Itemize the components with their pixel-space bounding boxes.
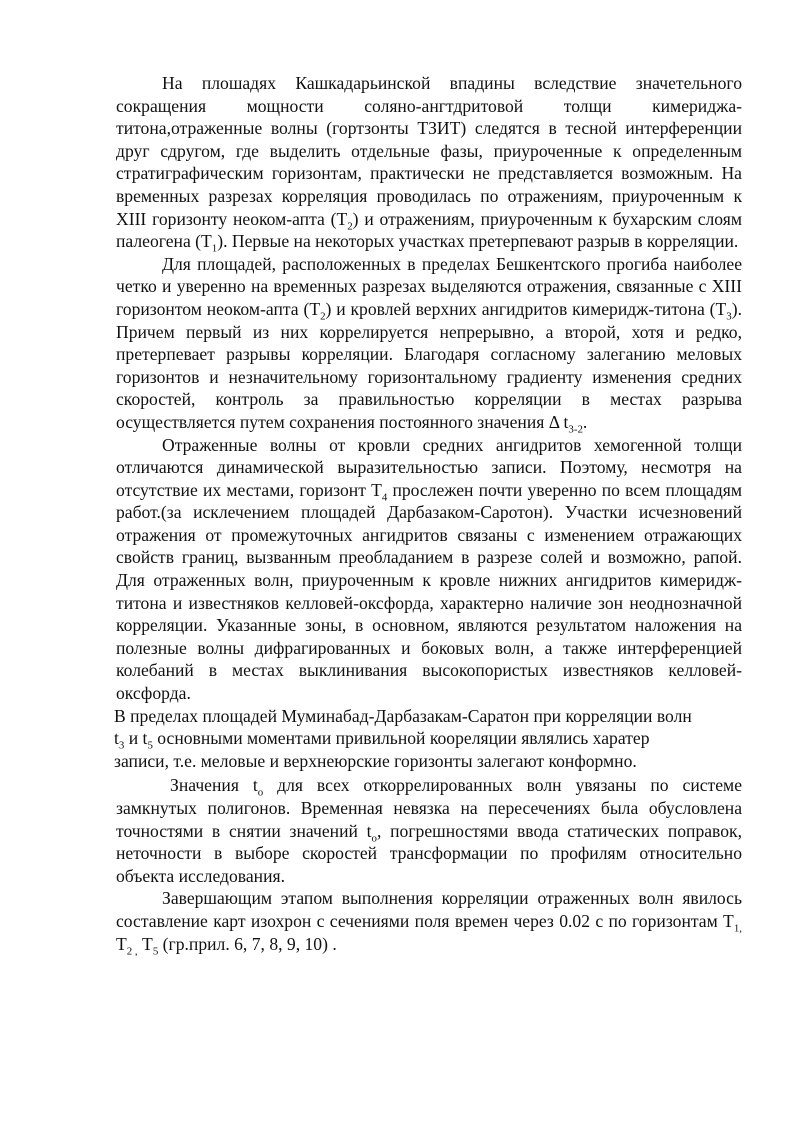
subscript: 2 , bbox=[126, 945, 138, 958]
subscript: 3 bbox=[726, 310, 732, 323]
paragraph-text: Значения t bbox=[170, 775, 258, 796]
paragraph-text: На плошадях Кашкадарьинской впадины вследствие значетельного сокращения мощности соляно-ангтдритовой толщи кимериджа-титона,отраженные волны (гортзонты ТЗИТ) следятся в тесной интерференции друг сдругом, где выделить отдельные фазы, приуроченные к определенным стратиграфическим горизонтам, практически не представляется возможным. На временных разрезах корреляция проводилась по отражениям, приуроченным к XIII горизонту неоком-апта (Т bbox=[116, 73, 742, 229]
subscript: 2 bbox=[320, 310, 326, 323]
paragraph-6 bbox=[116, 887, 742, 958]
paragraph-text: прослежен почти уверенно по всем площадям работ.(за исклечением площадей Дарбазаком-Саротон). Участки исчезновений отражения от промежуточных ангидритов связаны с изменением отражающих свойств границ, вызванным преобладанием в разрезе солей и возможно, рапой. Для отраженных волн, приуроченным к кровле нижних ангидритов кимеридж-титона и известняков келловей-оксфорда, характерно наличие зон неоднозначной корреляции. Указанные зоны, в основном, являются результатом наложения на полезные волны дифрагированных и боковых волн, а также интерференцией колебаний в местах выклинивания высокопористых известняков келловей-оксфорда. bbox=[116, 479, 742, 704]
paragraph-3 bbox=[116, 434, 742, 705]
document-body bbox=[114, 72, 742, 958]
paragraph-text: В пределах площадей Муминабад-Дарбазакам-Саратон при корреляции волн bbox=[114, 705, 692, 726]
subscript: 5 bbox=[152, 945, 159, 958]
subscript: 5 bbox=[147, 739, 153, 752]
subscript: o bbox=[257, 786, 264, 799]
paragraph-text: записи, т.е. меловые и верхнеюрские горизонты залегают конформно. bbox=[114, 750, 637, 771]
subscript: 3-2 bbox=[568, 423, 583, 436]
subscript: 3 bbox=[118, 739, 125, 752]
paragraph-text: t bbox=[114, 728, 119, 749]
subscript: 2 bbox=[347, 220, 353, 233]
paragraph-text: . bbox=[582, 411, 588, 432]
paragraph-text: для всех откоррелированных волн увязаны по системе замкнутых полигонов. Временная невязка на пересечениях была обусловлена точностями в снятии значений t bbox=[116, 775, 742, 841]
paragraph-4 bbox=[114, 705, 742, 773]
paragraph-text: Завершающим этапом выполнения корреляции отраженных волн явилось составление карт изохрон с сечениями поля времен через 0.02 с по горизонтам Т bbox=[116, 888, 742, 931]
paragraph-text: Т bbox=[116, 933, 127, 954]
paragraph-text: ) и отражениям, приуроченным к бухарским слоям палеогена (Т bbox=[116, 208, 742, 252]
paragraph-text: основными моментами привильной коореляции являлись харатер bbox=[152, 728, 650, 749]
paragraph-text: (гр.прил. 6, 7, 8, 9, 10) . bbox=[158, 933, 337, 954]
paragraph-text: ). Первые на некоторых участках претерпевают разрыв в корреляции. bbox=[217, 231, 739, 252]
paragraph-text: Отраженные волны от кровли средних ангидритов хемогенной толщи отличаются динамической выразительностью записи. Поэтому, несмотря на отсутствие их местами, горизонт Т bbox=[116, 434, 742, 500]
subscript: 4 bbox=[381, 491, 388, 504]
paragraph-5 bbox=[116, 774, 742, 887]
subscript: 1 bbox=[211, 242, 218, 255]
subscript: 1, bbox=[733, 922, 742, 935]
paragraph-text: Для площадей, расположенных в пределах Бешкентского прогиба наиболее четко и уверенно на временных разрезах выделяются отражения, связанные с XIII горизонтом неоком-апта (Т bbox=[116, 253, 742, 319]
subscript: o bbox=[371, 832, 377, 845]
paragraph-2 bbox=[116, 253, 742, 434]
paragraph-text: ) и кровлей верхних ангидритов кимеридж-титона (Т bbox=[325, 298, 727, 319]
paragraph-text: , погрешностями ввода статических поправок, неточности в выборе скоростей трансформации по профилям относительно объекта исследования. bbox=[116, 820, 742, 886]
paragraph-1 bbox=[116, 72, 742, 253]
paragraph-text: Т bbox=[137, 933, 153, 954]
paragraph-text: ). Причем первый из них коррелируется непрерывно, а второй, хотя и редко, претерпевает разрывы корреляции. Благодаря согласному залеганию меловых горизонтов и незначительному горизонтальному градиенту изменения средних скоростей, контроль за правильностью корреляции в местах разрыва осуществляется путем сохранения постоянного значения Δ t bbox=[116, 298, 742, 432]
paragraph-text: и t bbox=[124, 728, 148, 749]
